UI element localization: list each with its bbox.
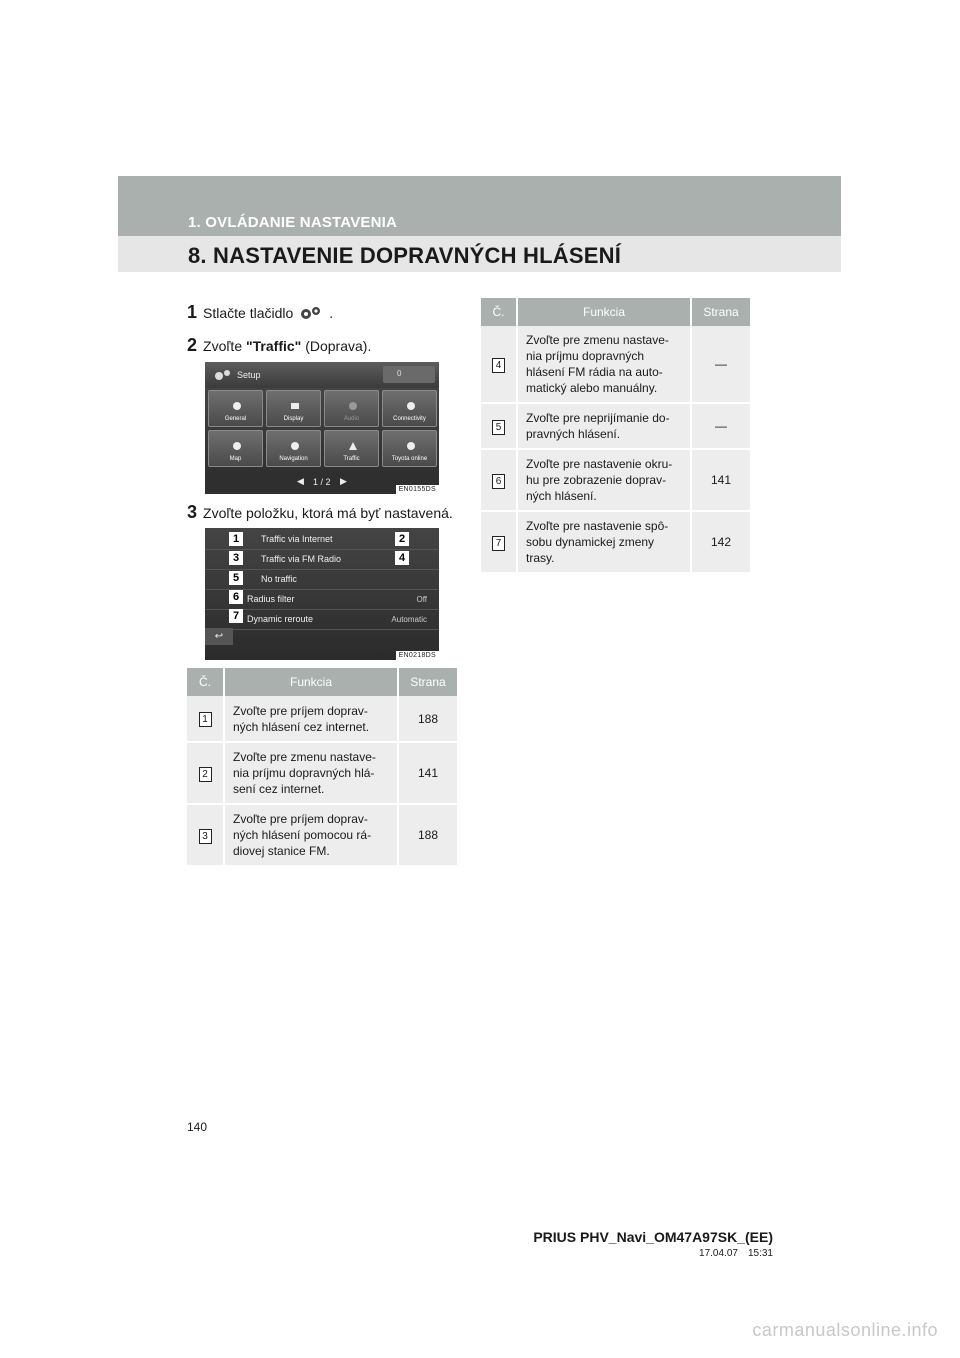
row-label: Dynamic reroute: [247, 614, 314, 624]
print-date: 17.04.07: [699, 1248, 738, 1259]
function-table-left: [187, 668, 457, 867]
number-badge: 2: [199, 767, 212, 782]
step-text: Stlačte tlačidlo: [203, 305, 294, 321]
table-header-row: [187, 668, 457, 696]
row-label: Traffic via Internet: [261, 534, 333, 544]
prev-page-icon[interactable]: ◀: [297, 476, 304, 486]
row-page: —: [691, 326, 750, 403]
setup-topbar: [205, 362, 439, 388]
tile-label: Audio: [343, 416, 360, 422]
col-header-no: Č.: [481, 298, 517, 326]
tile-label: General: [224, 416, 247, 422]
row-function: Zvoľte pre príjem doprav-ných hlásení cez internet.: [224, 696, 398, 742]
tile-label: Traffic: [343, 456, 360, 462]
row-label: Radius filter: [247, 594, 295, 604]
page-number: 140: [187, 1120, 208, 1134]
tile-traffic[interactable]: [324, 430, 379, 467]
tile-label: Connectivity: [393, 416, 426, 422]
table-row: [187, 742, 457, 804]
callout-3: 3: [229, 551, 243, 565]
image-code: EN0218DS: [396, 651, 439, 660]
col-header-function: Funkcia: [517, 298, 691, 326]
navigation-icon: [290, 438, 300, 456]
function-table-right: [481, 298, 750, 574]
setup-title: Setup: [237, 370, 261, 380]
back-icon[interactable]: ↩: [205, 628, 233, 645]
tile-toyota-online[interactable]: [382, 430, 437, 467]
tile-map[interactable]: [208, 430, 263, 467]
status-area: [383, 366, 435, 383]
tile-general[interactable]: [208, 390, 263, 427]
col-header-page: Strana: [398, 668, 457, 696]
step-text: Zvoľte: [203, 338, 243, 354]
number-badge: 3: [199, 829, 212, 844]
connectivity-icon: [406, 398, 416, 416]
tile-audio[interactable]: [324, 390, 379, 427]
tile-label: Toyota online: [391, 456, 428, 462]
row-number: [187, 742, 224, 804]
step-number: 3: [187, 502, 198, 522]
display-icon: [290, 398, 300, 416]
page-indicator: 1 / 2: [313, 477, 331, 487]
step-bold-label: "Traffic": [246, 338, 302, 354]
row-number: [481, 511, 517, 573]
callout-7: 7: [229, 609, 243, 623]
row-function: Zvoľte pre nastavenie spô-sobu dynamickej zmeny trasy.: [517, 511, 691, 573]
tile-navigation[interactable]: [266, 430, 321, 467]
watermark: carmanualsonline.info: [752, 1320, 938, 1340]
print-time: 15:31: [747, 1248, 773, 1259]
table-row: [481, 511, 750, 573]
image-code: EN0155DS: [396, 485, 439, 494]
next-page-icon[interactable]: ▶: [340, 476, 347, 486]
row-function: Zvoľte pre príjem doprav-ných hlásení pomocou rá-diovej stanice FM.: [224, 804, 398, 866]
row-number: [187, 804, 224, 866]
traffic-screen-image: [205, 528, 439, 660]
setup-screen-image: [205, 362, 439, 494]
table-row: [481, 403, 750, 449]
row-number: [481, 326, 517, 403]
row-label: Traffic via FM Radio: [261, 554, 342, 564]
step-text-end: .: [329, 305, 334, 321]
row-page: 188: [398, 696, 457, 742]
row-page: 141: [398, 742, 457, 804]
number-badge: 6: [492, 474, 505, 489]
map-icon: [232, 438, 242, 456]
row-value: Automatic: [391, 615, 427, 624]
number-badge: 4: [492, 358, 505, 373]
row-label: No traffic: [261, 574, 297, 584]
tile-label: Navigation: [279, 456, 308, 462]
online-icon: [406, 438, 416, 456]
chapter-title: 1. OVLÁDANIE NASTAVENIA: [188, 214, 398, 231]
row-page: 141: [691, 449, 750, 511]
tile-label: Display: [283, 416, 304, 422]
callout-6: 6: [229, 590, 243, 604]
step-number: 2: [187, 335, 198, 355]
row-value: Off: [416, 595, 427, 604]
step-text: Zvoľte položku, ktorá má byť nastavená.: [203, 505, 453, 521]
step-3: [187, 502, 453, 523]
callout-4: 4: [395, 551, 409, 565]
row-function: Zvoľte pre nastavenie okru-hu pre zobrazenie doprav-ných hlásení.: [517, 449, 691, 511]
callout-1: 1: [229, 532, 243, 546]
step-number: 1: [187, 302, 198, 322]
step-text-end: (Doprava).: [305, 338, 372, 354]
table-row: [481, 449, 750, 511]
tile-label: Map: [229, 456, 242, 462]
setup-gear-icon: [213, 368, 233, 387]
number-badge: 1: [199, 712, 212, 727]
col-header-no: Č.: [187, 668, 224, 696]
print-datetime: [699, 1248, 773, 1259]
row-page: —: [691, 403, 750, 449]
callout-2: 2: [395, 532, 409, 546]
row-number: [481, 403, 517, 449]
row-function: Zvoľte pre zmenu nastave-nia príjmu dopravných hlá-sení cez internet.: [224, 742, 398, 804]
table-row: [187, 696, 457, 742]
row-number: [481, 449, 517, 511]
status-text: 0: [397, 369, 402, 378]
audio-icon: [348, 398, 358, 416]
setup-gear-icon: [299, 305, 323, 324]
table-row: [481, 326, 750, 403]
section-header: [118, 176, 841, 272]
col-header-page: Strana: [691, 298, 750, 326]
callout-5: 5: [229, 571, 243, 585]
row-number: [187, 696, 224, 742]
number-badge: 5: [492, 420, 505, 435]
gear-icon: [232, 398, 242, 416]
row-page: 142: [691, 511, 750, 573]
row-function: Zvoľte pre neprijímanie do-pravných hlásení.: [517, 403, 691, 449]
number-badge: 7: [492, 536, 505, 551]
col-header-function: Funkcia: [224, 668, 398, 696]
step-2: [187, 335, 371, 356]
tile-connectivity[interactable]: [382, 390, 437, 427]
table-header-row: [481, 298, 750, 326]
tile-display[interactable]: [266, 390, 321, 427]
row-page: 188: [398, 804, 457, 866]
section-title: 8. NASTAVENIE DOPRAVNÝCH HLÁSENÍ: [188, 243, 622, 268]
table-row: [187, 804, 457, 866]
document-code: PRIUS PHV_Navi_OM47A97SK_(EE): [533, 1229, 773, 1245]
row-function: Zvoľte pre zmenu nastave-nia príjmu dopravných hlásení FM rádia na auto-matický alebo manuálny.: [517, 326, 691, 403]
step-1: [187, 302, 333, 324]
traffic-icon: [348, 438, 358, 456]
